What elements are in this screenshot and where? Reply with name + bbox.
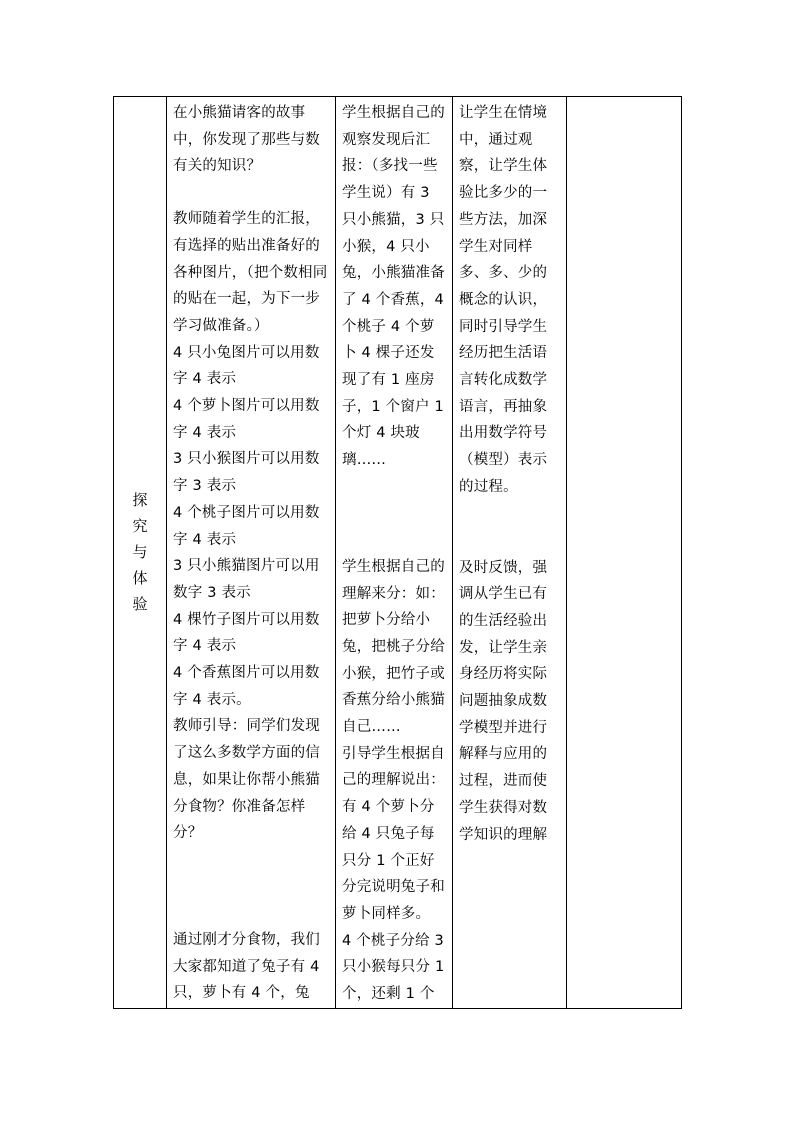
student-text: 学生根据自己的观察发现后汇报：（多找一些学生说）有 3 只小熊猫，3 只小猴，4 只小兔，小熊猫准备了 4 个香蕉，4 个桃子 4 个萝卜 4 棵子还发现了有 1 座房子，1 个窗户 1 个灯 4 块玻璃……: [342, 105, 445, 469]
stage-cell: [114, 97, 167, 1009]
teacher-text: 4 个香蕉图片可以用数字 4 表示。: [173, 665, 320, 708]
intent-text: 让学生在情境中，通过观察，让学生体验比多少的一些方法，加深学生对同样多、多、少的概念的认识，同时引导学生经历把生活语言转化成数学语言，再抽象出用数学符号（模型）表示的过程。: [459, 105, 548, 495]
student-activity-cell: [336, 97, 453, 1009]
teacher-text: 3 只小猴图片可以用数字 3 表示: [173, 451, 320, 495]
notes-cell: [567, 97, 682, 1009]
teacher-text: 教师随着学生的汇报，有选择的贴出准备好的各种图片，（把个数相同的贴在一起，为下一步学习做准备。）: [173, 211, 328, 334]
student-text: 4 个桃子分给 3 只小猴每只分 1 个，还剩 1 个: [342, 932, 445, 1003]
teacher-text: 4 棵竹子图片可以用数字 4 表示: [173, 611, 320, 655]
teacher-text: 4 个萝卜图片可以用数字 4 表示: [173, 398, 320, 441]
teacher-text: 4 只小兔图片可以用数字 4 表示: [173, 344, 320, 388]
design-intent-cell: [453, 97, 567, 1009]
teacher-text: 在小熊猫请客的故事中，你发现了那些与数有关的知识？: [173, 105, 320, 175]
intent-text: 及时反馈，强调从学生已有的生活经验出发，让学生亲身经历将实际问题抽象成数学模型并进行解释与应用的过程，进而使学生获得对数学知识的理解: [459, 559, 548, 843]
stage-label: 探究与体验: [132, 491, 148, 614]
teacher-text: 4 个桃子图片可以用数字 4 表示: [173, 504, 320, 548]
lesson-plan-table: [113, 96, 682, 1009]
teacher-text: 通过刚才分食物，我们大家都知道了兔子有 4 只，萝卜有 4 个，兔: [173, 931, 320, 1002]
teacher-text: 3 只小熊猫图片可以用数字 3 表示: [173, 558, 320, 601]
student-text: 有 4 个萝卜分给 4 只兔子每只分 1 个正好分完说明兔子和萝卜同样多。: [342, 799, 445, 922]
notes-text: [567, 97, 681, 100]
teacher-text: 教师引导：同学们发现了这么多数学方面的信息，如果让你帮小熊猫分食物？你准备怎样分？: [173, 718, 320, 842]
table-row: [114, 97, 682, 1009]
student-text: 学生根据自己的理解来分：如：把萝卜分给小兔，把桃子分给小猴，把竹子或香蕉分给小熊猫自己……: [342, 558, 445, 736]
teacher-activity-cell: [167, 97, 336, 1009]
student-text: 引导学生根据自己的理解说出：: [342, 745, 445, 789]
